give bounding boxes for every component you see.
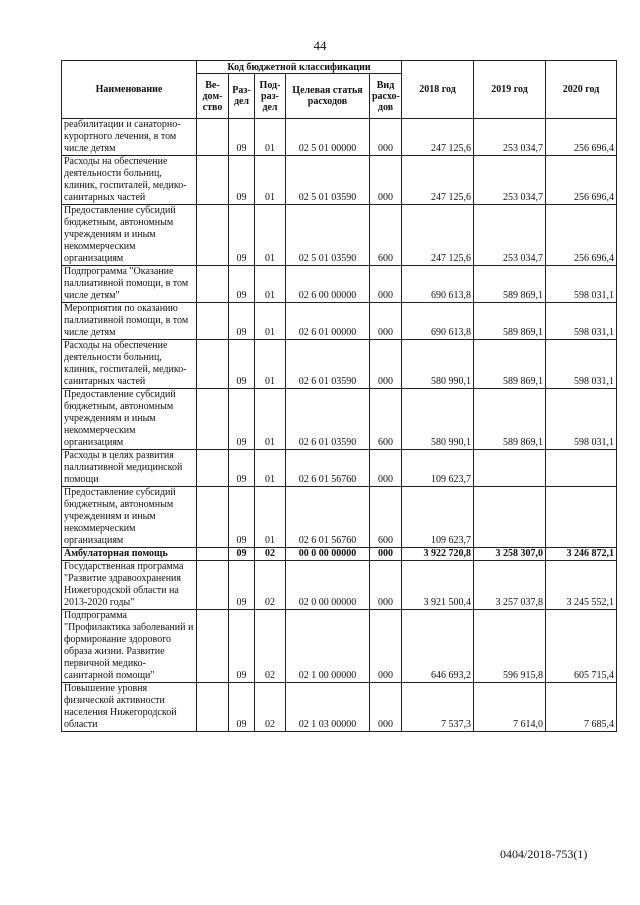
cell-2020: [546, 487, 617, 548]
cell-name: Предоставление субсидий бюджетным, автономным учреждениям и иным некоммерческим организациям: [62, 205, 197, 266]
cell-podrazdel: 01: [255, 450, 286, 487]
cell-2019: 596 915,8: [474, 610, 546, 683]
cell-podrazdel: 01: [255, 156, 286, 205]
cell-name: Расходы на обеспечение деятельности больниц, клиник, госпиталей, медико-санитарных частей: [62, 156, 197, 205]
cell-vedomstvo: [197, 205, 229, 266]
cell-2018: 247 125,6: [402, 119, 474, 156]
cell-razdel: 09: [229, 119, 255, 156]
cell-razdel: 09: [229, 487, 255, 548]
cell-celevaya: 02 6 01 56760: [286, 487, 370, 548]
cell-name: Предоставление субсидий бюджетным, автономным учреждениям и иным некоммерческим организациям: [62, 389, 197, 450]
col-2019-header: 2019 год: [474, 61, 546, 119]
cell-vid: 000: [370, 340, 402, 389]
cell-celevaya: 02 5 01 00000: [286, 119, 370, 156]
cell-podrazdel: 02: [255, 683, 286, 732]
cell-2018: 646 693,2: [402, 610, 474, 683]
col-razdel-header: Раз-дел: [229, 74, 255, 119]
col-2018-header: 2018 год: [402, 61, 474, 119]
cell-name: Повышение уровня физической активности населения Нижегородской области: [62, 683, 197, 732]
cell-razdel: 09: [229, 389, 255, 450]
cell-podrazdel: 01: [255, 487, 286, 548]
cell-2019: 589 869,1: [474, 340, 546, 389]
table-row: [62, 156, 617, 205]
cell-2019: 253 034,7: [474, 119, 546, 156]
cell-celevaya: 00 0 00 00000: [286, 548, 370, 561]
cell-razdel: 09: [229, 561, 255, 610]
col-2020-header: 2020 год: [546, 61, 617, 119]
cell-celevaya: 02 6 01 03590: [286, 340, 370, 389]
cell-name: Подпрограмма "Оказание паллиативной помощи, в том числе детям": [62, 266, 197, 303]
cell-name: Государственная программа "Развитие здравоохранения Нижегородской области на 2013-2020 годы": [62, 561, 197, 610]
cell-celevaya: 02 6 01 56760: [286, 450, 370, 487]
cell-vid: 000: [370, 119, 402, 156]
cell-vid: 000: [370, 561, 402, 610]
cell-name: Амбулаторная помощь: [62, 548, 197, 561]
table-row: [62, 340, 617, 389]
cell-razdel: 09: [229, 340, 255, 389]
cell-razdel: 09: [229, 156, 255, 205]
cell-podrazdel: 01: [255, 303, 286, 340]
cell-2020: 256 696,4: [546, 205, 617, 266]
cell-vedomstvo: [197, 450, 229, 487]
budget-table: [61, 60, 617, 732]
cell-2018: 580 990,1: [402, 340, 474, 389]
cell-vedomstvo: [197, 561, 229, 610]
cell-razdel: 09: [229, 683, 255, 732]
cell-name: Подпрограмма "Профилактика заболеваний и формирование здорового образа жизни. Развитие первичной медико-санитарной помощи": [62, 610, 197, 683]
cell-2019: [474, 487, 546, 548]
table-row: [62, 450, 617, 487]
cell-2020: 256 696,4: [546, 156, 617, 205]
cell-name: Расходы на обеспечение деятельности больниц, клиник, госпиталей, медико-санитарных частей: [62, 340, 197, 389]
cell-podrazdel: 01: [255, 340, 286, 389]
cell-2019: 3 258 307,0: [474, 548, 546, 561]
cell-2020: 256 696,4: [546, 119, 617, 156]
cell-razdel: 09: [229, 205, 255, 266]
cell-vid: 000: [370, 156, 402, 205]
table-row: [62, 610, 617, 683]
cell-celevaya: 02 1 03 00000: [286, 683, 370, 732]
cell-podrazdel: 02: [255, 548, 286, 561]
cell-razdel: 09: [229, 303, 255, 340]
cell-2019: [474, 450, 546, 487]
table-row: [62, 561, 617, 610]
cell-2019: 253 034,7: [474, 156, 546, 205]
cell-podrazdel: 01: [255, 389, 286, 450]
col-celevaya-header: Целевая статья расходов: [286, 74, 370, 119]
cell-2018: 7 537,3: [402, 683, 474, 732]
page-number: 44: [313, 38, 327, 53]
cell-2019: 589 869,1: [474, 303, 546, 340]
cell-podrazdel: 01: [255, 266, 286, 303]
cell-2019: 3 257 037,8: [474, 561, 546, 610]
cell-razdel: 09: [229, 610, 255, 683]
col-name-header: Наименование: [62, 61, 197, 119]
cell-2020: 605 715,4: [546, 610, 617, 683]
cell-celevaya: 02 5 01 03590: [286, 156, 370, 205]
cell-celevaya: 02 6 01 03590: [286, 389, 370, 450]
cell-2019: 589 869,1: [474, 389, 546, 450]
cell-celevaya: 02 1 00 00000: [286, 610, 370, 683]
col-code-group-header: Код бюджетной классификации: [197, 61, 402, 74]
cell-vid: 000: [370, 683, 402, 732]
col-vedomstvo-header: Ве-дом-ство: [197, 74, 229, 119]
cell-vid: 600: [370, 205, 402, 266]
col-podrazdel-header: Под-раз-дел: [255, 74, 286, 119]
cell-podrazdel: 01: [255, 205, 286, 266]
col-vid-header: Вид расхо-дов: [370, 74, 402, 119]
cell-2019: 253 034,7: [474, 205, 546, 266]
cell-razdel: 09: [229, 548, 255, 561]
cell-2020: 598 031,1: [546, 389, 617, 450]
cell-podrazdel: 02: [255, 610, 286, 683]
cell-2020: 3 245 552,1: [546, 561, 617, 610]
cell-2018: 247 125,6: [402, 156, 474, 205]
cell-2020: 598 031,1: [546, 340, 617, 389]
cell-podrazdel: 02: [255, 561, 286, 610]
document-code: 0404/2018-753(1): [500, 847, 588, 861]
cell-celevaya: 02 0 00 00000: [286, 561, 370, 610]
cell-razdel: 09: [229, 450, 255, 487]
cell-vedomstvo: [197, 487, 229, 548]
cell-name: Мероприятия по оказанию паллиативной помощи, в том числе детям: [62, 303, 197, 340]
table-header-row: [62, 61, 617, 74]
cell-vedomstvo: [197, 683, 229, 732]
cell-2018: 580 990,1: [402, 389, 474, 450]
cell-2018: 690 613,8: [402, 303, 474, 340]
cell-2020: 3 246 872,1: [546, 548, 617, 561]
table-row: [62, 266, 617, 303]
cell-vid: 600: [370, 389, 402, 450]
table-row: [62, 683, 617, 732]
cell-vid: 000: [370, 610, 402, 683]
cell-vid: 000: [370, 450, 402, 487]
cell-razdel: 09: [229, 266, 255, 303]
cell-2018: 3 922 720,8: [402, 548, 474, 561]
table-row: [62, 389, 617, 450]
cell-2019: 7 614,0: [474, 683, 546, 732]
cell-name: реабилитации и санаторно-курортного лечения, в том числе детям: [62, 119, 197, 156]
cell-vid: 000: [370, 548, 402, 561]
cell-2018: 247 125,6: [402, 205, 474, 266]
table-row: [62, 487, 617, 548]
cell-2018: 109 623,7: [402, 487, 474, 548]
cell-vedomstvo: [197, 340, 229, 389]
cell-vedomstvo: [197, 548, 229, 561]
cell-vedomstvo: [197, 389, 229, 450]
table-row: [62, 548, 617, 561]
cell-vedomstvo: [197, 303, 229, 340]
cell-2019: 589 869,1: [474, 266, 546, 303]
table-row: [62, 303, 617, 340]
cell-2020: 7 685,4: [546, 683, 617, 732]
cell-vedomstvo: [197, 156, 229, 205]
cell-2018: 109 623,7: [402, 450, 474, 487]
table-row: [62, 205, 617, 266]
cell-vedomstvo: [197, 266, 229, 303]
cell-2018: 690 613,8: [402, 266, 474, 303]
table-row: [62, 119, 617, 156]
cell-name: Расходы в целях развития паллиативной медицинской помощи: [62, 450, 197, 487]
cell-vedomstvo: [197, 119, 229, 156]
cell-vid: 000: [370, 303, 402, 340]
cell-2020: 598 031,1: [546, 303, 617, 340]
cell-2018: 3 921 500,4: [402, 561, 474, 610]
cell-vid: 000: [370, 266, 402, 303]
cell-vedomstvo: [197, 610, 229, 683]
cell-podrazdel: 01: [255, 119, 286, 156]
cell-celevaya: 02 5 01 03590: [286, 205, 370, 266]
cell-celevaya: 02 6 01 00000: [286, 303, 370, 340]
cell-name: Предоставление субсидий бюджетным, автономным учреждениям и иным некоммерческим организациям: [62, 487, 197, 548]
cell-2020: 598 031,1: [546, 266, 617, 303]
cell-2020: [546, 450, 617, 487]
cell-vid: 600: [370, 487, 402, 548]
cell-celevaya: 02 6 00 00000: [286, 266, 370, 303]
